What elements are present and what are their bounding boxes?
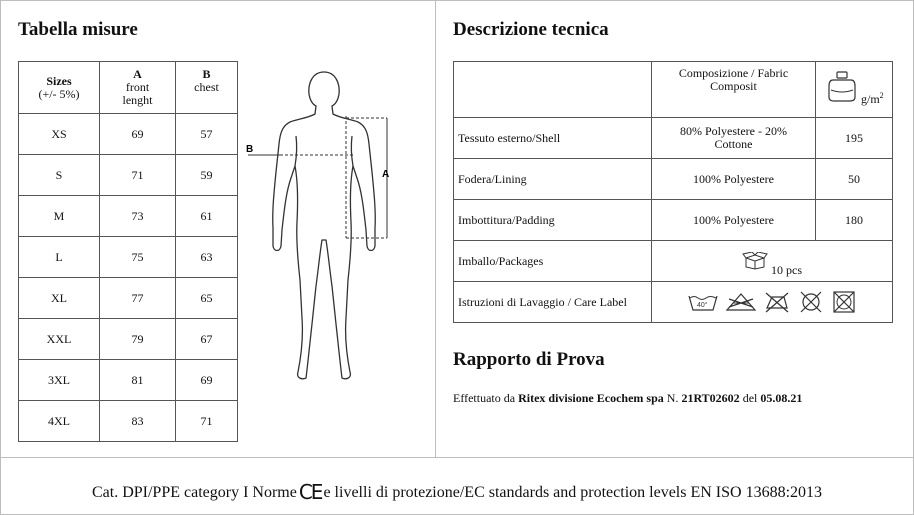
b-cell: 71 <box>176 401 238 442</box>
composition-cell <box>652 118 816 159</box>
measure-a-label: A <box>382 169 390 180</box>
header-tolerance: (+/- 5%) <box>38 86 80 101</box>
size-cell: 4XL <box>19 401 100 442</box>
ce-mark-icon: CE <box>298 480 322 504</box>
b-cell: 63 <box>176 237 238 278</box>
size-table-header <box>19 62 238 114</box>
size-chart-title: Tabella misure <box>18 19 138 40</box>
header-b-line1: chest <box>194 80 219 94</box>
a-cell: 73 <box>100 196 176 237</box>
no-dry-clean-icon <box>799 291 823 313</box>
table-row <box>19 401 238 442</box>
packaging-label: Imballo/Packages <box>454 241 652 282</box>
footer-after-mark: e livelli di protezione/EC standards and protection levels EN ISO 13688:2013 <box>323 484 823 501</box>
table-row <box>454 159 893 200</box>
no-bleach-icon <box>725 291 757 313</box>
row-label: Tessuto esterno/Shell <box>454 118 652 159</box>
report-date: 05.08.21 <box>760 391 803 405</box>
packaging-cell <box>652 241 893 282</box>
b-cell: 57 <box>176 114 238 155</box>
table-row <box>19 278 238 319</box>
b-cell: 67 <box>176 319 238 360</box>
report-company: Ritex divisione Ecochem spa <box>518 391 664 405</box>
size-cell: XXL <box>19 319 100 360</box>
header-empty <box>454 62 652 118</box>
body-outline <box>273 72 376 379</box>
technical-header <box>454 62 893 118</box>
horizontal-divider <box>0 457 914 458</box>
table-row <box>19 196 238 237</box>
b-cell: 59 <box>176 155 238 196</box>
report-del-label: del <box>739 391 761 405</box>
weight-cell: 180 <box>816 200 893 241</box>
table-row <box>454 118 893 159</box>
header-a-letter: A <box>133 67 142 81</box>
box-icon <box>742 252 768 270</box>
composition-cell: 100% Polyestere <box>652 159 816 200</box>
size-cell: XS <box>19 114 100 155</box>
wash-40-icon <box>688 291 718 313</box>
header-composition <box>652 62 816 118</box>
weight-icon <box>828 70 856 102</box>
size-cell: 3XL <box>19 360 100 401</box>
weight-cell: 195 <box>816 118 893 159</box>
header-a-line2: lenght <box>122 93 153 107</box>
measure-b-label: B <box>246 144 254 155</box>
wash-temp: 40° <box>697 302 708 309</box>
technical-table <box>453 61 893 323</box>
composition-cell: 100% Polyestere <box>652 200 816 241</box>
b-cell: 65 <box>176 278 238 319</box>
header-b-letter: B <box>202 67 211 81</box>
a-cell: 77 <box>100 278 176 319</box>
a-cell: 71 <box>100 155 176 196</box>
table-row <box>19 237 238 278</box>
composition-line2: Cottone <box>714 137 753 151</box>
footer-before-mark: Cat. DPI/PPE category I Norme <box>91 484 297 501</box>
a-cell: 75 <box>100 237 176 278</box>
no-tumble-dry-icon <box>832 291 856 313</box>
weight-unit-text: g/m <box>861 92 880 106</box>
header-a <box>100 62 176 114</box>
header-composition-line1: Composizione / Fabric <box>678 66 789 80</box>
weight-unit <box>861 91 884 107</box>
header-a-line1: front <box>125 80 150 94</box>
header-weight <box>816 62 893 118</box>
size-cell: L <box>19 237 100 278</box>
report-prefix: Effettuato da <box>453 391 519 405</box>
header-sizes <box>19 62 100 114</box>
table-row <box>454 241 893 282</box>
table-row <box>454 282 893 323</box>
size-cell: XL <box>19 278 100 319</box>
footer-standards <box>0 480 914 504</box>
table-row <box>19 319 238 360</box>
composition-line1: 80% Polyestere - 20% <box>680 124 787 138</box>
a-cell: 79 <box>100 319 176 360</box>
header-sizes-label: Sizes <box>46 73 72 88</box>
table-row <box>19 155 238 196</box>
size-cell: S <box>19 155 100 196</box>
packaging-value: 10 pcs <box>771 262 802 277</box>
table-row <box>19 114 238 155</box>
weight-unit-sup: 2 <box>879 91 884 100</box>
a-cell: 81 <box>100 360 176 401</box>
header-composition-line2: Composit <box>710 79 757 93</box>
size-cell: M <box>19 196 100 237</box>
row-label: Imbottitura/Padding <box>454 200 652 241</box>
no-iron-icon <box>764 291 790 313</box>
b-cell: 69 <box>176 360 238 401</box>
report-line <box>453 391 802 406</box>
table-row <box>454 200 893 241</box>
care-icons-cell <box>652 282 893 323</box>
size-table <box>18 61 238 442</box>
body-measurement-figure <box>240 62 420 387</box>
a-cell: 83 <box>100 401 176 442</box>
a-cell: 69 <box>100 114 176 155</box>
care-label: Istruzioni di Lavaggio / Care Label <box>454 282 652 323</box>
header-b <box>176 62 238 114</box>
report-n-label: N. <box>663 391 682 405</box>
report-number: 21RT02602 <box>681 391 740 405</box>
vertical-divider <box>435 0 436 457</box>
table-row <box>19 360 238 401</box>
b-cell: 61 <box>176 196 238 237</box>
row-label: Fodera/Lining <box>454 159 652 200</box>
report-title: Rapporto di Prova <box>453 349 605 370</box>
measure-a-lines <box>346 116 390 238</box>
weight-cell: 50 <box>816 159 893 200</box>
technical-title: Descrizione tecnica <box>453 19 609 40</box>
